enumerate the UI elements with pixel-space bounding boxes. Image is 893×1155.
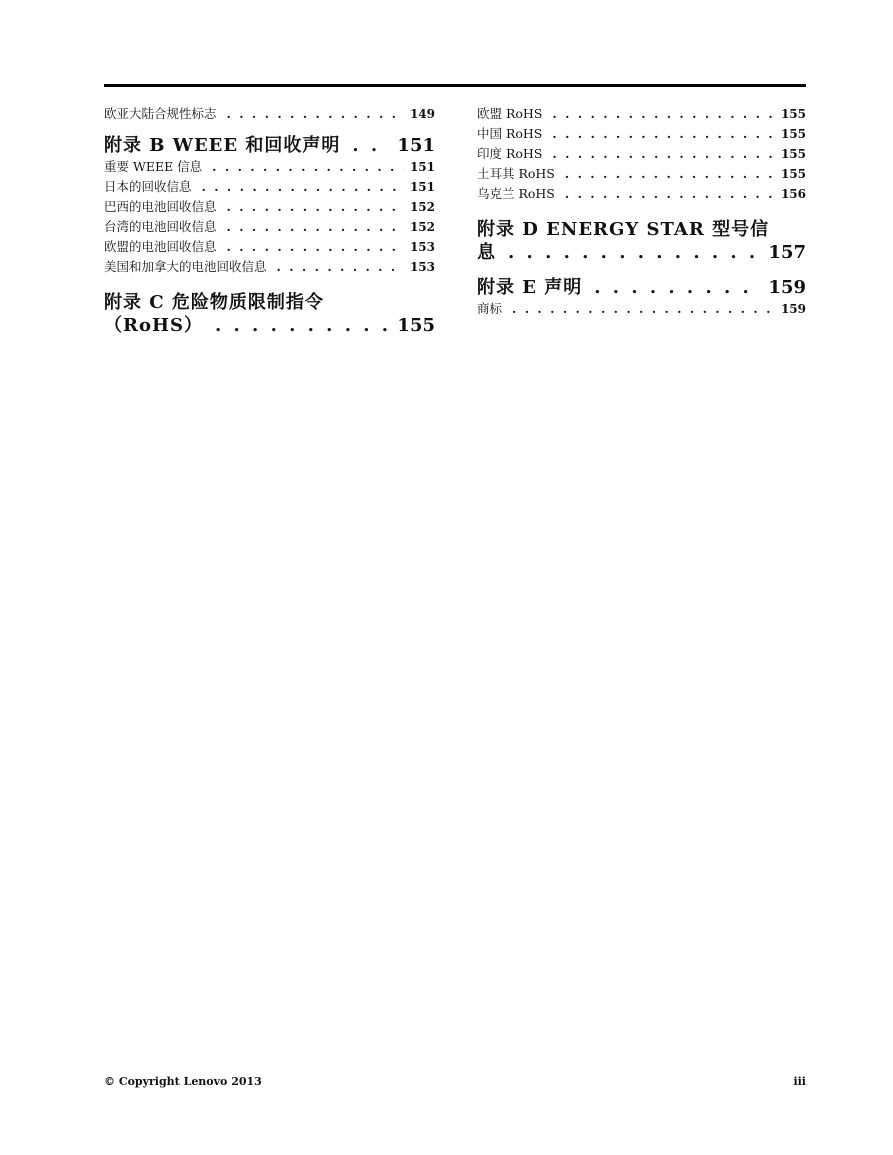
toc-entry[interactable] (477, 144, 806, 164)
toc-entry[interactable] (477, 184, 806, 204)
toc-entry-label: 土耳其 RoHS (477, 166, 555, 181)
toc-entry-page: 155 (780, 167, 806, 181)
toc-heading-appendix-d[interactable] (477, 218, 806, 264)
toc-entry-page: 156 (780, 187, 806, 201)
toc-heading-label: 附录 C 危险物质限制指令 (104, 292, 324, 313)
toc-entry-label: 巴西的电池回收信息 (104, 199, 217, 214)
toc-entry-label: 欧亚大陆合规性标志 (104, 106, 217, 121)
toc-entry[interactable] (104, 157, 435, 177)
toc-entry-label: 欧盟 RoHS (477, 106, 543, 121)
toc-heading-appendix-e[interactable] (477, 276, 806, 299)
toc-entry-label: 印度 RoHS (477, 146, 543, 161)
toc-entry-page: 152 (409, 220, 435, 234)
copyright-notice: © Copyright Lenovo 2013 (104, 1075, 262, 1088)
toc-entry-label: 日本的回收信息 (104, 179, 192, 194)
toc-entry-label: 中国 RoHS (477, 126, 543, 141)
toc-heading-page: 151 (397, 135, 435, 156)
toc-entry[interactable] (104, 257, 435, 277)
toc-heading-appendix-b[interactable] (104, 134, 435, 157)
toc-entry-page: 151 (409, 160, 435, 174)
toc-entry-page: 149 (409, 107, 435, 121)
toc-entry-label: 商标 (477, 301, 503, 316)
toc-entry-label: 美国和加拿大的电池回收信息 (104, 259, 267, 274)
toc-entry-page: 151 (409, 180, 435, 194)
toc-entry-page: 159 (780, 302, 806, 316)
toc-entry-page: 152 (409, 200, 435, 214)
toc-heading-label: 附录 E 声明 (477, 277, 583, 298)
toc-entry-page: 155 (780, 147, 806, 161)
toc-right-column (477, 104, 806, 319)
toc-entry[interactable] (477, 164, 806, 184)
toc-heading-label-continued: （RoHS） (104, 315, 203, 336)
toc-entry-page: 155 (780, 127, 806, 141)
toc-entry-page: 155 (780, 107, 806, 121)
toc-entry[interactable] (104, 217, 435, 237)
toc-heading-page: 159 (768, 277, 806, 298)
toc-entry[interactable] (477, 104, 806, 124)
toc-heading-label: 附录 D ENERGY STAR 型号信 (477, 219, 770, 240)
toc-entry-page: 153 (409, 240, 435, 254)
page-number: iii (793, 1075, 806, 1088)
toc-heading-page: 155 (397, 315, 435, 336)
toc-left-column (104, 104, 435, 337)
toc-entry-label: 重要 WEEE 信息 (104, 159, 203, 174)
toc-heading-label: 附录 B WEEE 和回收声明 (104, 135, 341, 156)
toc-heading-appendix-c[interactable] (104, 291, 435, 337)
toc-entry-page: 153 (409, 260, 435, 274)
toc-heading-page: 157 (768, 242, 806, 263)
toc-heading-label-continued: 息 (477, 242, 496, 263)
toc-entry[interactable] (477, 124, 806, 144)
toc-entry[interactable] (477, 299, 806, 319)
toc-entry-label: 台湾的电池回收信息 (104, 219, 217, 234)
toc-entry[interactable] (104, 177, 435, 197)
toc-entry[interactable] (104, 197, 435, 217)
toc-entry-label: 欧盟的电池回收信息 (104, 239, 217, 254)
toc-entry[interactable] (104, 237, 435, 257)
header-rule (104, 84, 806, 87)
toc-entry[interactable] (104, 104, 435, 124)
toc-entry-label: 乌克兰 RoHS (477, 186, 555, 201)
